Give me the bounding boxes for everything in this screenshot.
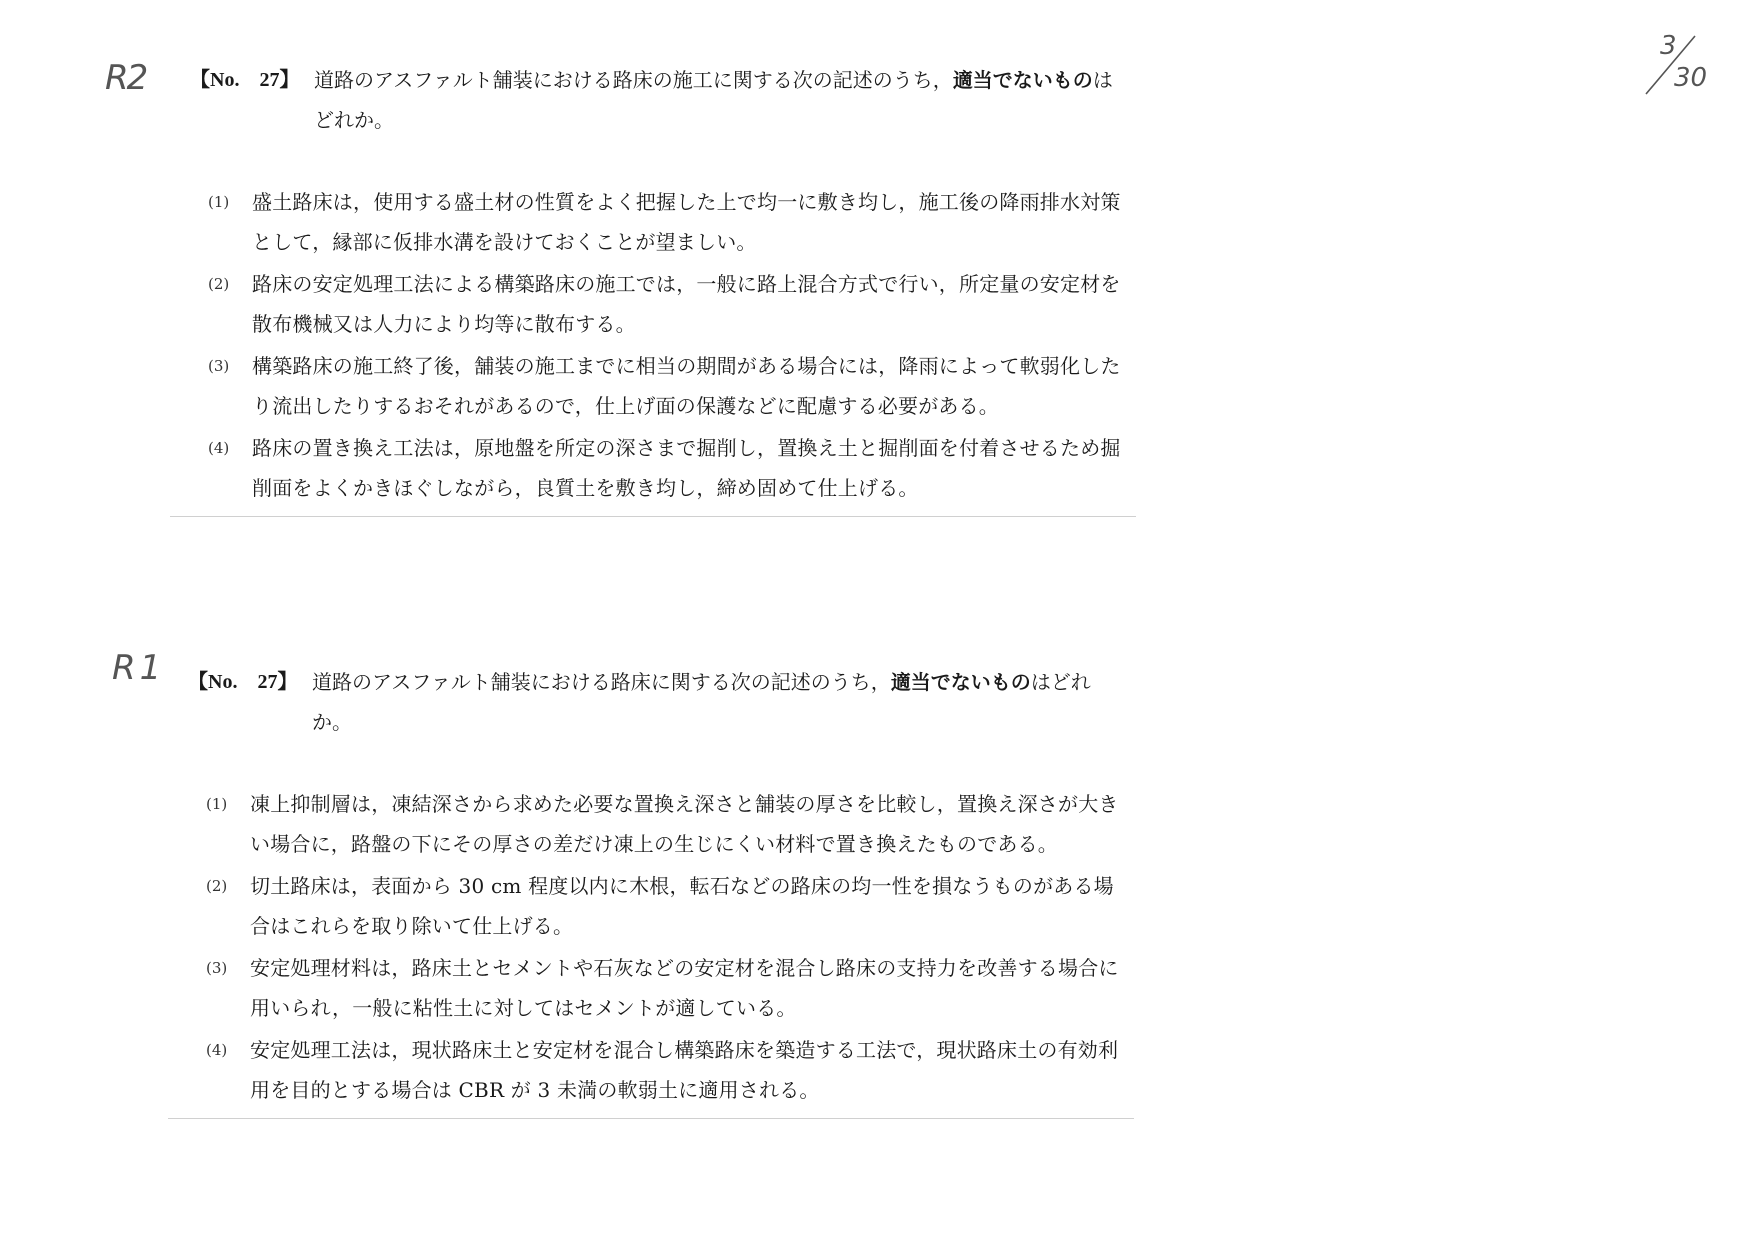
- option-number: (2): [206, 877, 228, 895]
- option-list: [170, 182, 1136, 517]
- option-item: [208, 182, 1136, 262]
- option-text: 路床の置き換え工法は，原地盤を所定の深さまで掘削し，置換え土と掘削面を付着させるため掘削面をよくかきほぐしながら，良質土を敷き均し，締め固めて仕上げる。: [252, 436, 1121, 500]
- question-block-r2: [190, 60, 1130, 517]
- option-number: (1): [206, 795, 228, 813]
- question-header: [190, 60, 1130, 140]
- option-number: (1): [208, 193, 230, 211]
- option-text: 凍上抑制層は，凍結深さから求めた必要な置換え深さと舗装の厚さを比較し，置換え深さが大きい場合に，路盤の下にその厚さの差だけ凍上の生じにくい材料で置き換えたものである。: [250, 792, 1119, 856]
- option-text: 安定処理工法は，現状路床土と安定材を混合し構築路床を築造する工法で，現状路床土の有効利用を目的とする場合は CBR が 3 未満の軟弱土に適用される。: [250, 1038, 1119, 1102]
- option-item: [208, 264, 1136, 344]
- question-number: 【No. 27】: [190, 69, 300, 91]
- option-item: [206, 1030, 1134, 1110]
- option-list: [168, 784, 1134, 1119]
- svg-text:3: 3: [1660, 31, 1677, 61]
- option-number: (3): [208, 357, 230, 375]
- question-emphasis: 適当でないもの: [890, 670, 1031, 694]
- handwritten-r2-note: R2: [105, 58, 147, 98]
- option-number: (4): [206, 1041, 228, 1059]
- option-item: [206, 866, 1134, 946]
- option-text: 盛土路床は，使用する盛土材の性質をよく把握した上で均一に敷き均し，施工後の降雨排水対策として，縁部に仮排水溝を設けておくことが望ましい。: [252, 190, 1121, 254]
- option-number: (3): [206, 959, 228, 977]
- option-item: [208, 346, 1136, 426]
- handwritten-page-number: [1640, 30, 1720, 100]
- option-number: (2): [208, 275, 230, 293]
- svg-text:30: 30: [1674, 63, 1708, 93]
- option-text: 構築路床の施工終了後，舗装の施工までに相当の期間がある場合には，降雨によって軟弱化したり流出したりするおそれがあるので，仕上げ面の保護などに配慮する必要がある。: [252, 354, 1121, 418]
- option-text: 安定処理材料は，路床土とセメントや石灰などの安定材を混合し路床の支持力を改善する場合に用いられ，一般に粘性土に対してはセメントが適している。: [250, 956, 1119, 1020]
- question-emphasis: 適当でないもの: [952, 68, 1093, 92]
- option-item: [206, 948, 1134, 1028]
- option-item: [208, 428, 1136, 508]
- option-text: 路床の安定処理工法による構築路床の施工では，一般に路上混合方式で行い，所定量の安定材を散布機械又は人力により均等に散布する。: [252, 272, 1121, 336]
- question-header: [188, 662, 1128, 742]
- option-number: (4): [208, 439, 230, 457]
- option-item: [206, 784, 1134, 864]
- handwritten-r1-note: R1: [112, 648, 166, 688]
- question-stem: 道路のアスファルト舗装における路床に関する次の記述のうち，適当でないものはどれか。: [312, 670, 1091, 734]
- question-stem: 道路のアスファルト舗装における路床の施工に関する次の記述のうち，適当でないものはどれか。: [314, 68, 1113, 132]
- question-block-r1: [188, 662, 1128, 1119]
- question-number: 【No. 27】: [188, 671, 298, 693]
- option-text: 切土路床は，表面から 30 cm 程度以内に木根，転石などの路床の均一性を損なうものがある場合はこれらを取り除いて仕上げる。: [250, 874, 1114, 938]
